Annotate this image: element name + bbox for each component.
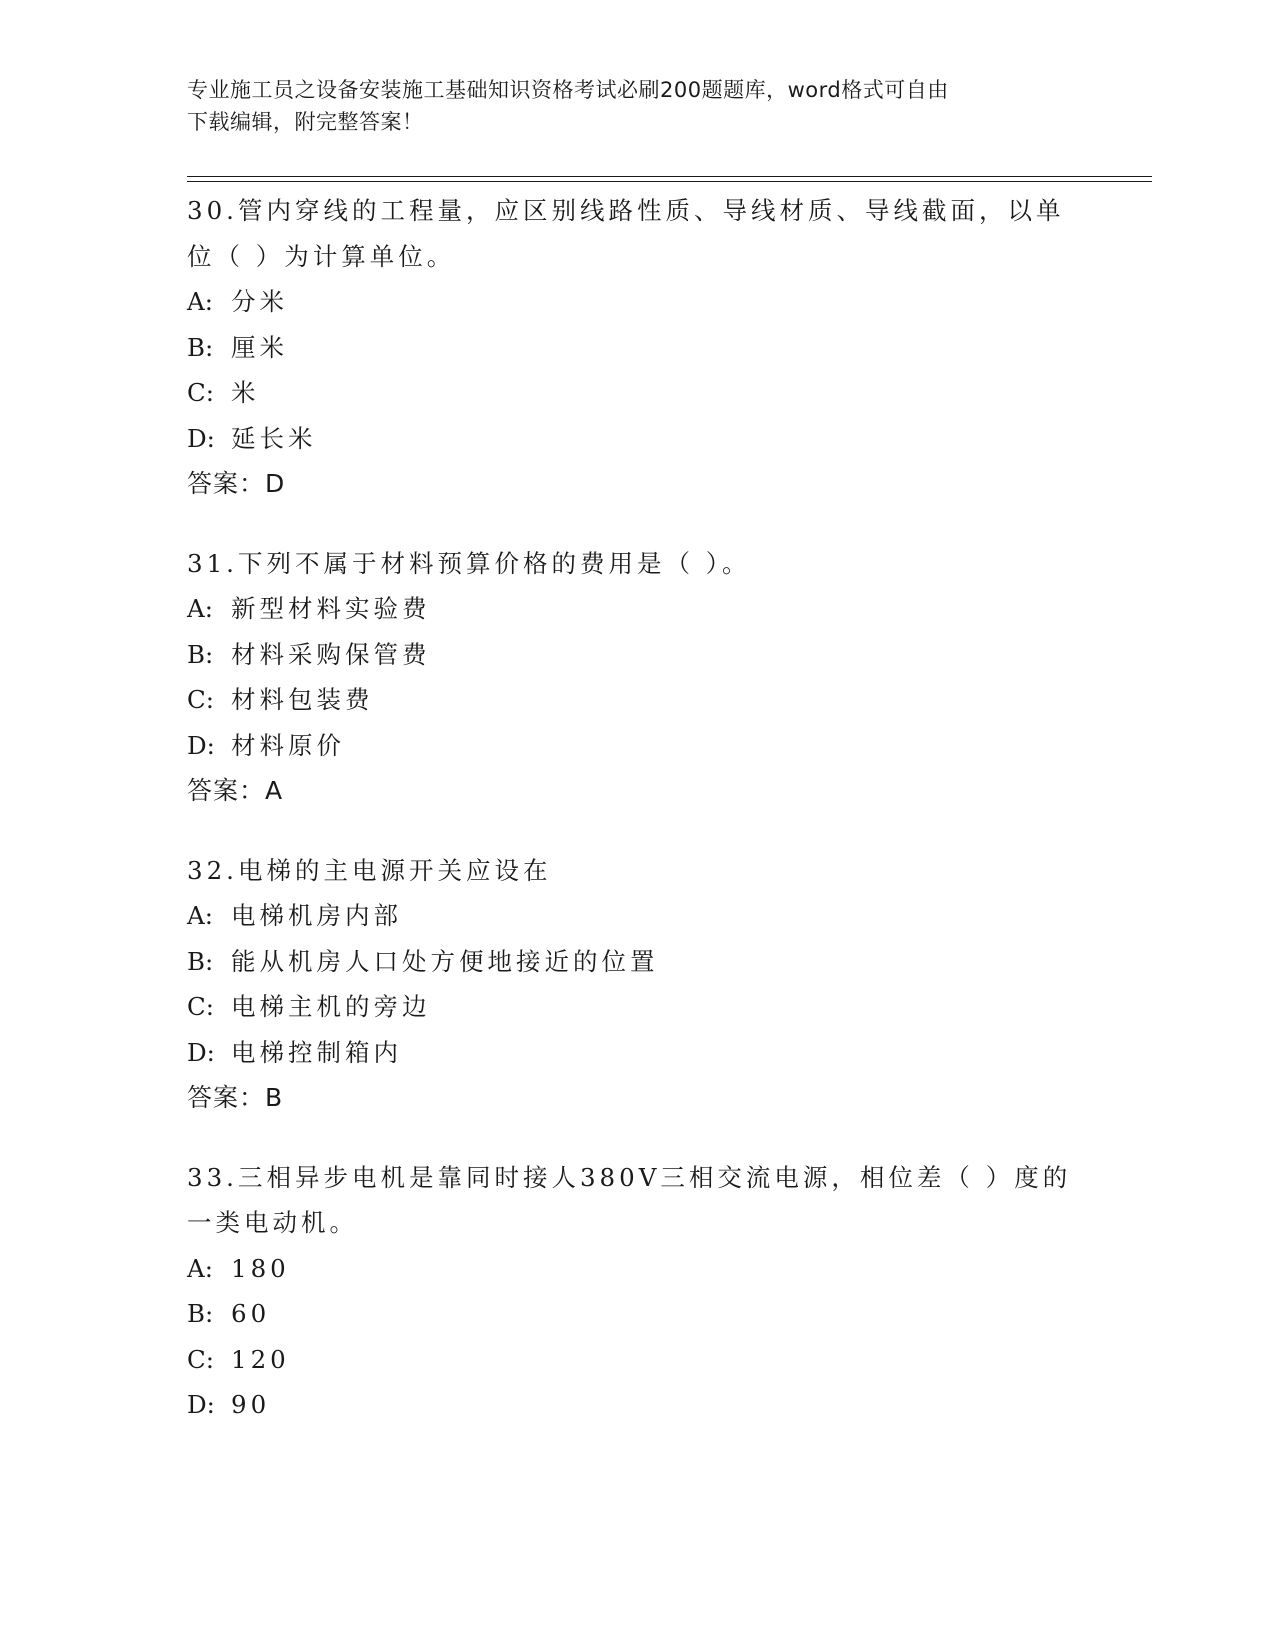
option-text: 电梯机房内部	[231, 901, 402, 930]
option-text: 材料包装费	[231, 685, 374, 714]
option-text: 厘米	[231, 332, 288, 362]
option-key: A:	[187, 901, 213, 930]
option-text: 延长米	[231, 423, 317, 453]
question-31	[187, 541, 1087, 814]
option-key: B:	[187, 1299, 214, 1328]
header-divider-top	[187, 176, 1152, 177]
option-b	[187, 632, 1087, 678]
option-b	[187, 325, 1087, 371]
question-33	[187, 1155, 1087, 1428]
option-key: C:	[187, 685, 215, 714]
header-line-2: 下载编辑，附完整答案！	[187, 110, 424, 134]
option-text: 电梯主机的旁边	[231, 992, 431, 1021]
option-c	[187, 677, 1087, 723]
option-key: C:	[187, 992, 215, 1021]
option-key: D:	[187, 1037, 215, 1067]
option-key: B:	[187, 332, 214, 362]
option-key: B:	[187, 946, 214, 976]
header-divider-bottom	[187, 181, 1152, 182]
option-key: A:	[187, 594, 213, 623]
question-stem-line: 30.管内穿线的工程量，应区别线路性质、导线材质、导线截面，以单	[187, 196, 1065, 225]
option-d	[187, 1030, 1087, 1076]
option-text: 90	[231, 1390, 271, 1419]
option-key: B:	[187, 639, 214, 669]
header-line-1: 专业施工员之设备安装施工基础知识资格考试必刷200题题库，word格式可自由	[187, 78, 949, 102]
option-key: D:	[187, 1390, 215, 1419]
question-stem-line: 33.三相异步电机是靠同时接人380V三相交流电源，相位差（ ）度的	[187, 1162, 1072, 1192]
option-text: 材料采购保管费	[231, 639, 431, 669]
document-header	[187, 74, 1087, 138]
option-a	[187, 1246, 1087, 1292]
option-text: 180	[231, 1253, 290, 1283]
answer-line: 答案：A	[187, 776, 284, 805]
option-c	[187, 984, 1087, 1030]
option-d	[187, 416, 1087, 462]
question-stem-line: 位（ ）为计算单位。	[187, 241, 456, 271]
question-list	[187, 188, 1087, 1462]
option-b	[187, 1291, 1087, 1337]
option-key: C:	[187, 1344, 215, 1374]
option-key: A:	[187, 1253, 213, 1283]
option-d	[187, 723, 1087, 769]
option-a	[187, 279, 1087, 325]
option-b	[187, 939, 1087, 985]
option-text: 60	[231, 1299, 271, 1328]
answer-line: 答案：B	[187, 1083, 284, 1112]
option-c	[187, 370, 1087, 416]
option-key: A:	[187, 287, 213, 316]
option-text: 能从机房人口处方便地接近的位置	[231, 946, 659, 976]
option-text: 120	[231, 1344, 290, 1374]
option-text: 电梯控制箱内	[231, 1037, 402, 1067]
option-key: D:	[187, 423, 215, 453]
option-text: 材料原价	[231, 730, 345, 760]
question-30	[187, 188, 1087, 507]
option-text: 新型材料实验费	[231, 594, 431, 623]
option-a	[187, 893, 1087, 939]
option-text: 分米	[231, 287, 288, 316]
question-stem-line: 31.下列不属于材料预算价格的费用是（ ）。	[187, 548, 751, 578]
question-stem-line: 32.电梯的主电源开关应设在	[187, 855, 552, 885]
option-key: D:	[187, 730, 215, 760]
answer-line: 答案：D	[187, 469, 286, 498]
option-key: C:	[187, 378, 215, 407]
option-c	[187, 1337, 1087, 1383]
option-text: 米	[231, 378, 260, 407]
option-d	[187, 1382, 1087, 1428]
option-a	[187, 586, 1087, 632]
question-stem-line: 一类电动机。	[187, 1208, 358, 1237]
question-32	[187, 848, 1087, 1121]
